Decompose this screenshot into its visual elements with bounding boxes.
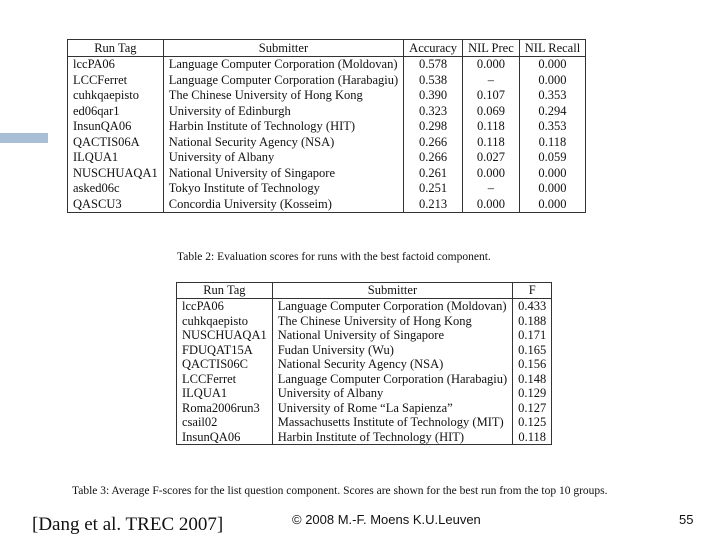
table-row: [177, 386, 552, 401]
copyright-notice: © 2008 M.-F. Moens K.U.Leuven: [292, 512, 481, 527]
table-cell: 0.107: [463, 88, 520, 104]
table-cell: 0.127: [513, 401, 552, 416]
table-cell: 0.129: [513, 386, 552, 401]
table-cell: 0.000: [519, 73, 585, 89]
table-cell: NUSCHUAQA1: [177, 328, 273, 343]
table-cell: 0.390: [404, 88, 463, 104]
table-cell: QASCU3: [68, 197, 164, 213]
table-cell: ILQUA1: [177, 386, 273, 401]
evaluation-table-factoid: [67, 39, 586, 213]
table-cell: csail02: [177, 415, 273, 430]
table-cell: NUSCHUAQA1: [68, 166, 164, 182]
table-cell: ed06qar1: [68, 104, 164, 120]
column-header: Run Tag: [68, 40, 164, 57]
table-cell: QACTIS06C: [177, 357, 273, 372]
table-cell: –: [463, 181, 520, 197]
table2-caption: Table 2: Evaluation scores for runs with the best factoid component.: [177, 251, 491, 263]
decorative-accent-bar: [0, 133, 48, 143]
table-cell: asked06c: [68, 181, 164, 197]
column-header: F: [513, 283, 552, 299]
table-cell: ILQUA1: [68, 150, 164, 166]
table-cell: Concordia University (Kosseim): [163, 197, 403, 213]
table-row: [68, 104, 586, 120]
table-cell: Massachusetts Institute of Technology (MIT): [272, 415, 512, 430]
table-cell: 0.000: [463, 57, 520, 73]
table-cell: 0.000: [463, 197, 520, 213]
table-cell: 0.118: [463, 119, 520, 135]
table-cell: 0.353: [519, 119, 585, 135]
table-cell: University of Edinburgh: [163, 104, 403, 120]
page-number: 55: [679, 512, 694, 527]
table-cell: cuhkqaepisto: [177, 314, 273, 329]
table-cell: University of Rome “La Sapienza”: [272, 401, 512, 416]
table-cell: 0.165: [513, 343, 552, 358]
column-header: NIL Recall: [519, 40, 585, 57]
table-row: [68, 73, 586, 89]
table-cell: 0.298: [404, 119, 463, 135]
table-cell: 0.069: [463, 104, 520, 120]
table-row: [177, 328, 552, 343]
table-cell: 0.353: [519, 88, 585, 104]
table-cell: lccPA06: [68, 57, 164, 73]
table-cell: National Security Agency (NSA): [272, 357, 512, 372]
table-cell: Harbin Institute of Technology (HIT): [163, 119, 403, 135]
table-row: [177, 430, 552, 445]
table-row: [68, 119, 586, 135]
table-header-row: [177, 283, 552, 299]
table-row: [177, 415, 552, 430]
table-cell: 0.118: [463, 135, 520, 151]
table-cell: University of Albany: [163, 150, 403, 166]
column-header: Submitter: [163, 40, 403, 57]
table-cell: Harbin Institute of Technology (HIT): [272, 430, 512, 445]
table-cell: 0.000: [519, 197, 585, 213]
table-cell: 0.323: [404, 104, 463, 120]
table-header-row: [68, 40, 586, 57]
table-body: [68, 57, 586, 213]
table-cell: cuhkqaepisto: [68, 88, 164, 104]
table-cell: Language Computer Corporation (Moldovan): [272, 299, 512, 314]
table-cell: 0.578: [404, 57, 463, 73]
citation: [Dang et al. TREC 2007]: [32, 514, 224, 535]
table-row: [177, 357, 552, 372]
table-cell: National Security Agency (NSA): [163, 135, 403, 151]
table-row: [177, 299, 552, 314]
table-cell: 0.148: [513, 372, 552, 387]
table-cell: LCCFerret: [68, 73, 164, 89]
table-row: [68, 135, 586, 151]
table-cell: InsunQA06: [68, 119, 164, 135]
table-cell: 0.251: [404, 181, 463, 197]
table-cell: 0.118: [519, 135, 585, 151]
column-header: Run Tag: [177, 283, 273, 299]
table-cell: 0.000: [519, 181, 585, 197]
table-cell: 0.156: [513, 357, 552, 372]
table-row: [177, 314, 552, 329]
table-cell: 0.433: [513, 299, 552, 314]
table-cell: 0.261: [404, 166, 463, 182]
table-cell: 0.118: [513, 430, 552, 445]
table-cell: QACTIS06A: [68, 135, 164, 151]
table-cell: The Chinese University of Hong Kong: [272, 314, 512, 329]
table-cell: National University of Singapore: [163, 166, 403, 182]
table-cell: 0.171: [513, 328, 552, 343]
table-cell: 0.266: [404, 150, 463, 166]
table3-caption: Table 3: Average F-scores for the list question component. Scores are shown for the best run from the top 10 groups.: [72, 485, 608, 497]
column-header: NIL Prec: [463, 40, 520, 57]
table-cell: 0.000: [519, 166, 585, 182]
table-row: [68, 166, 586, 182]
table-cell: The Chinese University of Hong Kong: [163, 88, 403, 104]
table-cell: 0.000: [463, 166, 520, 182]
table-cell: 0.000: [519, 57, 585, 73]
table-body: [177, 299, 552, 445]
column-header: Accuracy: [404, 40, 463, 57]
table-cell: 0.125: [513, 415, 552, 430]
table-row: [68, 88, 586, 104]
table-cell: University of Albany: [272, 386, 512, 401]
table-cell: 0.538: [404, 73, 463, 89]
table-cell: 0.266: [404, 135, 463, 151]
table-cell: 0.059: [519, 150, 585, 166]
table-cell: 0.294: [519, 104, 585, 120]
table-cell: 0.188: [513, 314, 552, 329]
table-cell: 0.027: [463, 150, 520, 166]
table-cell: LCCFerret: [177, 372, 273, 387]
table-cell: Language Computer Corporation (Moldovan): [163, 57, 403, 73]
table-cell: –: [463, 73, 520, 89]
table-cell: National University of Singapore: [272, 328, 512, 343]
table-cell: Fudan University (Wu): [272, 343, 512, 358]
table-cell: lccPA06: [177, 299, 273, 314]
column-header: Submitter: [272, 283, 512, 299]
table-cell: InsunQA06: [177, 430, 273, 445]
table-row: [68, 197, 586, 213]
evaluation-table-list: [176, 282, 552, 445]
table-row: [68, 150, 586, 166]
table-row: [177, 343, 552, 358]
table-cell: Tokyo Institute of Technology: [163, 181, 403, 197]
table-row: [177, 401, 552, 416]
table-cell: Language Computer Corporation (Harabagiu): [163, 73, 403, 89]
table-cell: Language Computer Corporation (Harabagiu): [272, 372, 512, 387]
table-cell: FDUQAT15A: [177, 343, 273, 358]
table-cell: Roma2006run3: [177, 401, 273, 416]
table-row: [68, 181, 586, 197]
table-row: [177, 372, 552, 387]
table-cell: 0.213: [404, 197, 463, 213]
table-row: [68, 57, 586, 73]
